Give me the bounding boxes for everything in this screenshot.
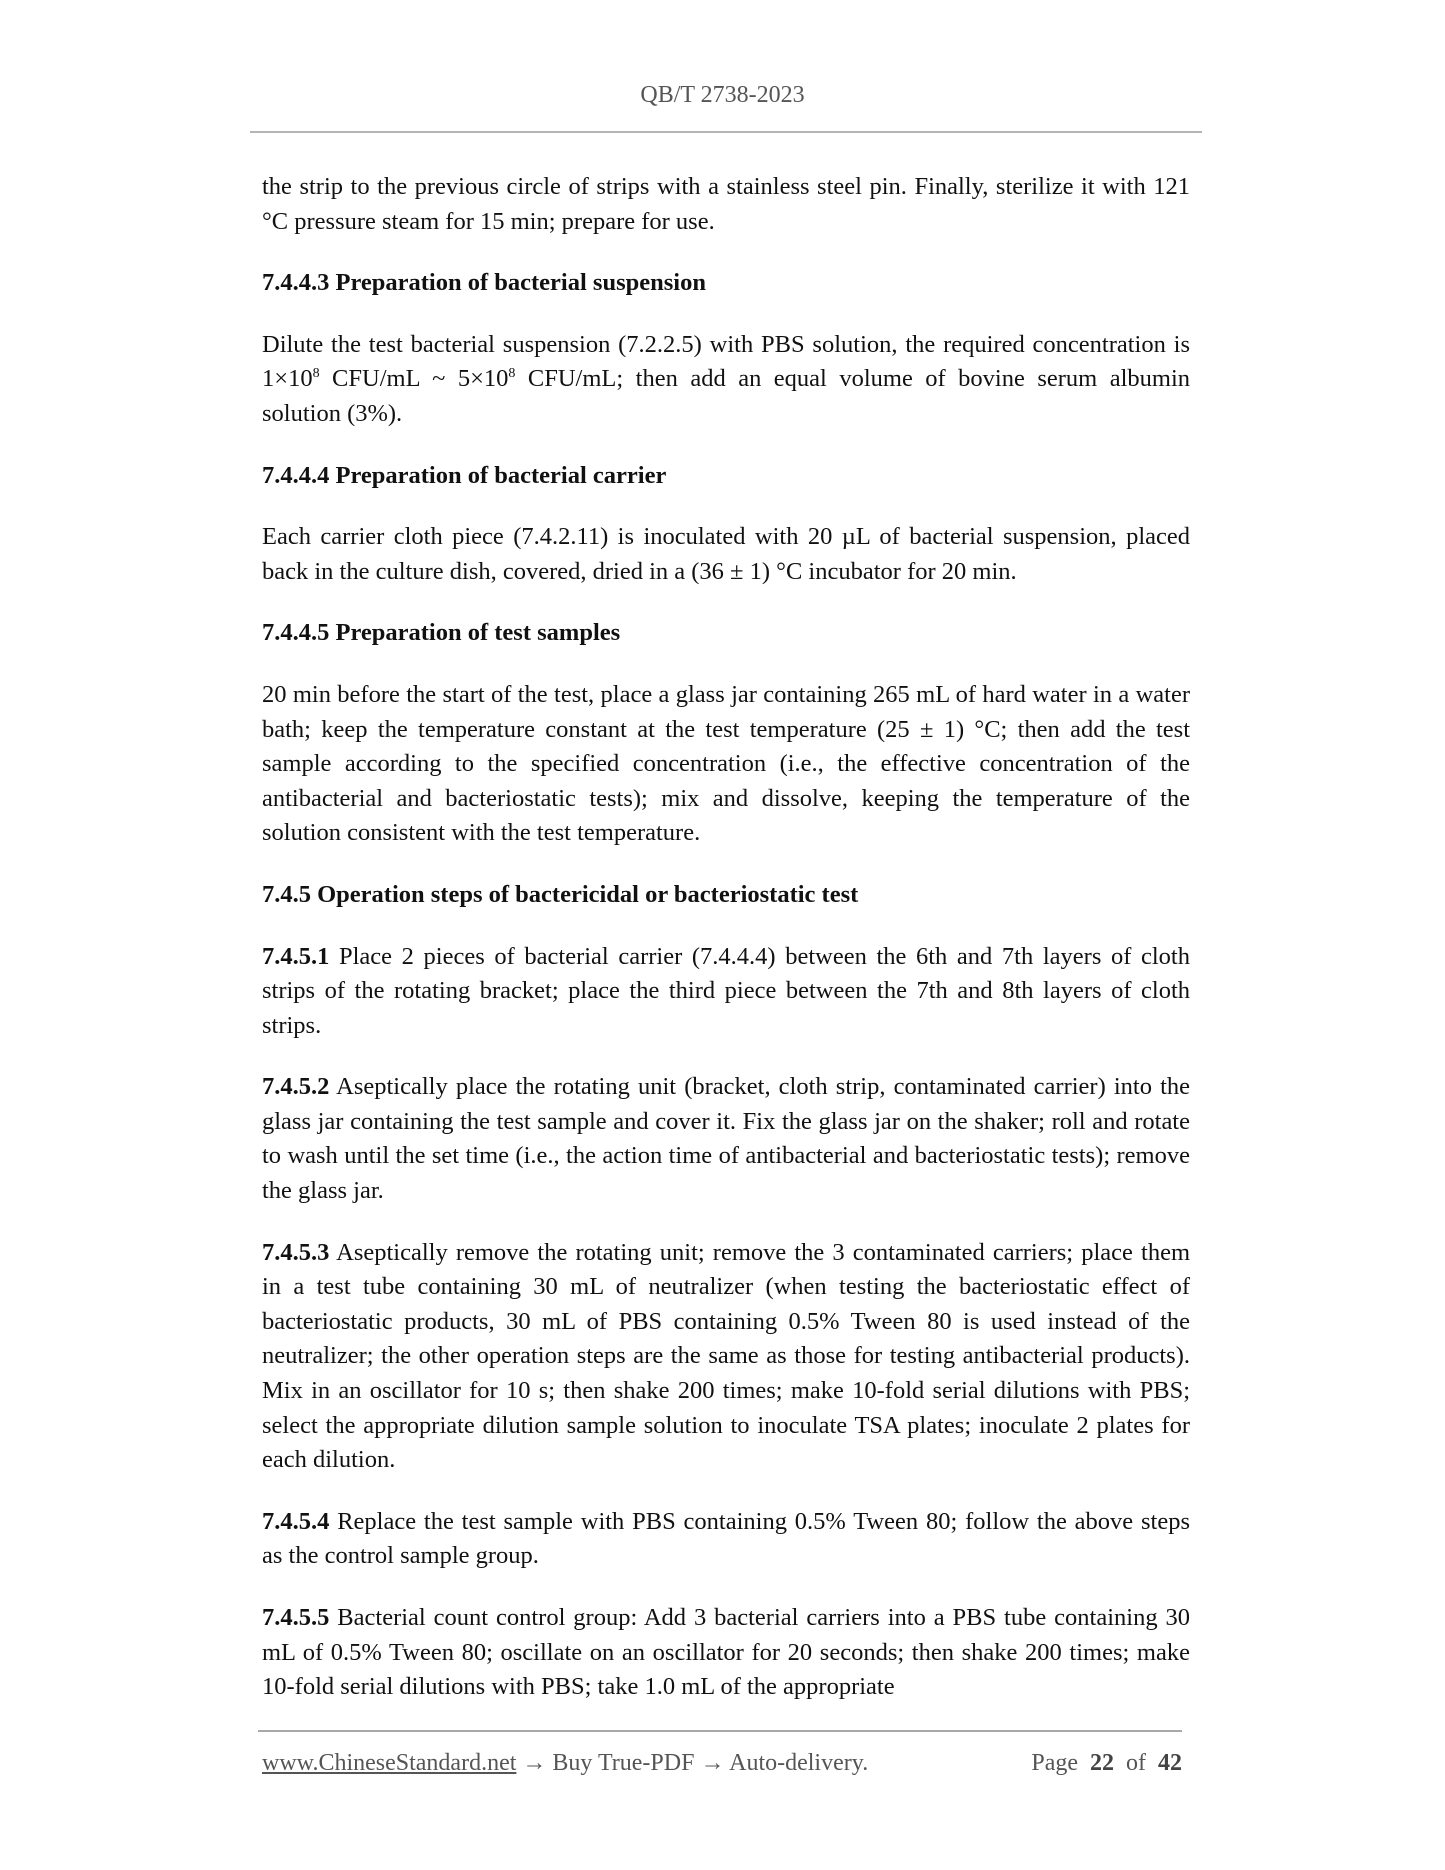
superscript: 8 (508, 366, 516, 382)
clause-7-4-5-1 (262, 940, 1190, 1044)
clause-number: 7.4.5.5 (262, 1604, 330, 1631)
heading-7-4-5: 7.4.5 Operation steps of bactericidal or bacteriostatic test (262, 880, 859, 908)
clause-number: 7.4.5.4 (262, 1507, 330, 1535)
paragraph-continuation: the strip to the previous circle of strips with a stainless steel pin. Finally, sterilize it with 121 °C pressure steam for 15 min; prepare for use. (262, 173, 1190, 235)
page-footer (262, 1750, 1182, 1777)
header-divider (250, 131, 1202, 133)
clause-7-4-5-5 (262, 1601, 1190, 1705)
page-indicator (1031, 1750, 1182, 1777)
clause-text: Bacterial count control group: Add 3 bacterial carriers into a PBS tube containing 30 mL of 0.5% Tween 80; oscillate on an oscillator for 20 seconds; then shake 200 times; make 10-fold serial dilutions with PBS; take 1.0 mL of the appropriate (262, 1604, 1190, 1701)
clause-7-4-5-4 (262, 1505, 1190, 1574)
page-of: of (1126, 1750, 1146, 1776)
footer-promo-text: → Buy True-PDF → Auto-delivery. (516, 1750, 869, 1776)
paragraph-7-4-4-4: Each carrier cloth piece (7.4.2.11) is inoculated with 20 µL of bacterial suspension, placed back in the culture dish, covered, dried in a (36 ± 1) °C incubator for 20 min. (262, 523, 1190, 585)
superscript: 8 (312, 366, 320, 382)
document-body (262, 170, 1190, 1732)
heading-7-4-4-4: 7.4.4.4 Preparation of bacterial carrier (262, 461, 667, 489)
paragraph-7-4-4-5: 20 min before the start of the test, place a glass jar containing 265 mL of hard water in a water bath; keep the temperature constant at the test temperature (25 ± 1) °C; then add the test sample according to the specified concentration (i.e., the effective concentration of the antibacterial and bacteriostatic tests); mix and dissolve, keeping the temperature of the solution consistent with the test temperature. (262, 680, 1190, 847)
heading-7-4-4-5: 7.4.4.5 Preparation of test samples (262, 619, 621, 647)
heading-7-4-4-3: 7.4.4.3 Preparation of bacterial suspension (262, 269, 706, 297)
website-link[interactable]: www.ChineseStandard.net (262, 1750, 517, 1776)
clause-text: Place 2 pieces of bacterial carrier (7.4.4.4) between the 6th and 7th layers of cloth strips of the rotating bracket; place the third piece between the 7th and 8th layers of cloth strips. (262, 942, 1190, 1039)
text-run: CFU/mL ~ 5×10 (319, 365, 509, 393)
paragraph-7-4-4-3 (262, 328, 1190, 432)
footer-promo (262, 1750, 868, 1777)
text-run: CFU/mL; then add an equal volume of bovine serum albumin solution (3%). (262, 365, 1190, 427)
page-current: 22 (1090, 1750, 1114, 1776)
page-label: Page (1031, 1750, 1078, 1776)
clause-number: 7.4.5.1 (262, 942, 330, 970)
clause-7-4-5-2 (262, 1070, 1190, 1208)
clause-text: Aseptically remove the rotating unit; remove the 3 contaminated carriers; place them in a test tube containing 30 mL of neutralizer (when testing the bacteriostatic effect of bacteriostatic products, 30 mL of PBS containing 0.5% Tween 80 is used instead of the neutralizer; the other operation steps are the same as those for testing antibacterial products). Mix in an oscillator for 10 s; then shake 200 times; make 10-fold serial dilutions with PBS; select the appropriate dilution sample solution to inoculate TSA plates; inoculate 2 plates for each dilution. (262, 1238, 1190, 1474)
footer-divider (258, 1730, 1182, 1732)
clause-7-4-5-3 (262, 1236, 1190, 1478)
page-total: 42 (1158, 1750, 1182, 1776)
clause-text: Aseptically place the rotating unit (bracket, cloth strip, contaminated carrier) into the glass jar containing the test sample and cover it. Fix the glass jar on the shaker; roll and rotate to wash until the set time (i.e., the action time of antibacterial and bacteriostatic tests); remove the glass jar. (262, 1073, 1190, 1205)
clause-number: 7.4.5.3 (262, 1238, 330, 1266)
text-run: Dilute the test bacterial suspension (7.2.2.5) with PBS solution, the required concentration is 1×10 (262, 330, 1190, 393)
clause-text: Replace the test sample with PBS containing 0.5% Tween 80; follow the above steps as the control sample group. (262, 1507, 1190, 1570)
clause-number: 7.4.5.2 (262, 1073, 330, 1101)
document-header-title: QB/T 2738-2023 (640, 82, 805, 108)
